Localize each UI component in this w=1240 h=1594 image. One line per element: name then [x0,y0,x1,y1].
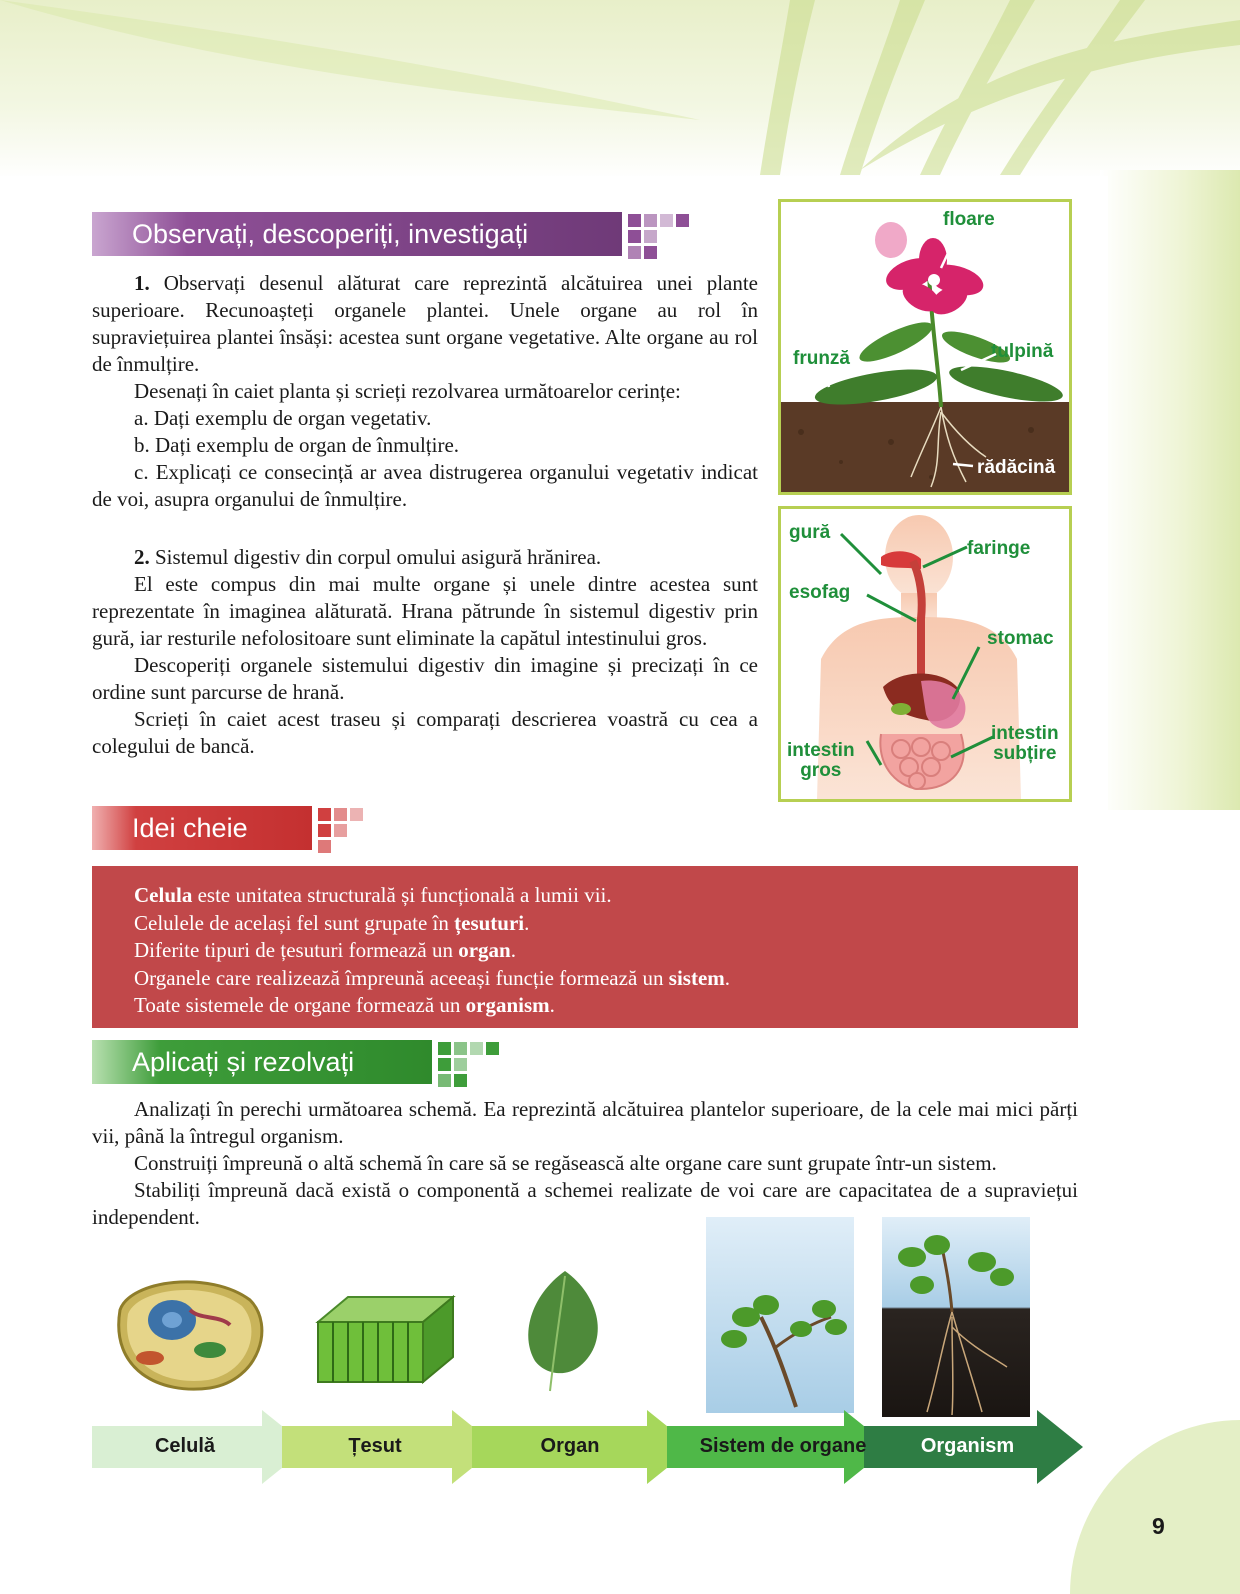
header-squares-decoration [318,806,378,850]
label-radacina: rădăcină [977,457,1056,478]
section-header-key-ideas [92,806,378,850]
key-idea-line: Diferite tipuri de țesuturi formează un organ. [134,938,516,962]
task-2-paragraph: El este compus din mai multe organe și unele dintre acestea sunt reprezentate în imaginea alăturată. Hrana pătrunde în sistemul digestiv prin gură, iar resturile nefolositoare sunt eliminate la capătul intestinului gros. [92,572,758,650]
task-1-item-b: b. Dați exemplu de organ de înmulțire. [134,433,460,457]
label-stomac: stomac [987,628,1054,649]
palm-leaf-decoration [0,0,1240,180]
whole-plant-illustration [882,1217,1030,1417]
key-idea-line: Organele care realizează împreună aceeași funcție formează un sistem. [134,965,731,990]
task-number: 1. [134,271,150,295]
digestive-system-figure [778,506,1072,802]
label-intestin-subtire: intestin subțire [991,723,1059,764]
label-floare: floare [943,209,995,230]
task-1-item-c: c. Explicați ce consecință ar avea distrugerea organului vegetativ indicat de voi, asupra organului de înmulțire. [92,460,758,511]
organism-image [882,1217,1030,1417]
plant-figure [778,199,1072,495]
task-2-paragraph: Scrieți în caiet acest traseu și comparați descrierea voastră cu cea a colegului de bancă. [92,707,758,758]
apply-paragraph: Analizați în perechi următoarea schemă. Ea reprezintă alcătuirea plantelor superioare, de la cele mai mici părți vii, până la întregul organism. [92,1097,1078,1148]
schema-step-celula: Celulă [154,1434,216,1457]
header-squares-decoration [628,212,688,256]
header-squares-decoration [438,1040,498,1084]
label-intestin-gros: intestin gros [787,740,855,781]
label-tulpina: tulpină [991,341,1054,362]
label-esofag: esofag [789,582,851,603]
apply-text [92,1096,1078,1231]
task-1-item-a: a. Dați exemplu de organ vegetativ. [134,406,432,430]
task-number: 2. [134,545,150,569]
key-idea-line: Celula este unitatea structurală și funcțională a lumii vii. [134,883,612,907]
key-ideas-box [92,866,1078,1028]
section-header-apply [92,1040,498,1084]
schema-step-organ: Organ [540,1434,600,1457]
plant-shoot-illustration [706,1217,854,1413]
leaf-image [520,1266,610,1396]
section-header-observe [92,212,688,256]
apply-paragraph: Construiți împreună o altă schemă în care să se regăsească alte organe care sunt grupate într-un sistem. [134,1151,997,1175]
section-title: Observați, descoperiți, investigați [92,212,622,256]
label-gura: gură [789,522,831,543]
tissue-image [308,1282,458,1392]
key-idea-line: Toate sistemele de organe formează un organism. [134,993,555,1017]
schema-step-organism: Organism [920,1434,1015,1457]
task-1-instruction: Desenați în caiet planta și scrieți rezolvarea următoarelor cerințe: [134,379,681,403]
schema-step-sistem: Sistem de organe [699,1434,867,1457]
plant-label-arrows [781,202,1069,492]
task-1 [92,270,758,513]
background-leaves-right [1100,170,1240,810]
background-leaves-top [0,0,1240,180]
label-faringe: faringe [967,538,1031,559]
schema-step-tesut: Țesut [348,1434,402,1457]
task-2-paragraph: Descoperiți organele sistemului digestiv din imagine și precizați în ce ordine sunt parcurse de hrană. [92,653,758,704]
label-frunza: frunză [793,348,850,369]
cell-image [100,1270,270,1400]
section-title: Idei cheie [92,806,312,850]
key-idea-line: Celulele de același fel sunt grupate în țesuturi. [134,910,530,935]
task-2-intro: 2. Sistemul digestiv din corpul omului asigură hrănirea. [134,545,602,569]
section-title: Aplicați și rezolvați [92,1040,432,1084]
task-1-intro: 1. Observați desenul alăturat care reprezintă alcătuirea unei plante superioare. Recunoașteți organele plantei. Unele organe au rol în supraviețuirea plantei însăși: acestea sunt organe vegetative. Alte organe au rol de înmulțire. [92,271,759,376]
apply-paragraph: Stabiliți împreună dacă există o componentă a schemei realizate de voi care are capacitatea de a supraviețui independent. [92,1178,1078,1229]
organ-system-image [706,1217,854,1413]
page-number: 9 [1152,1513,1165,1539]
task-2 [92,544,758,760]
